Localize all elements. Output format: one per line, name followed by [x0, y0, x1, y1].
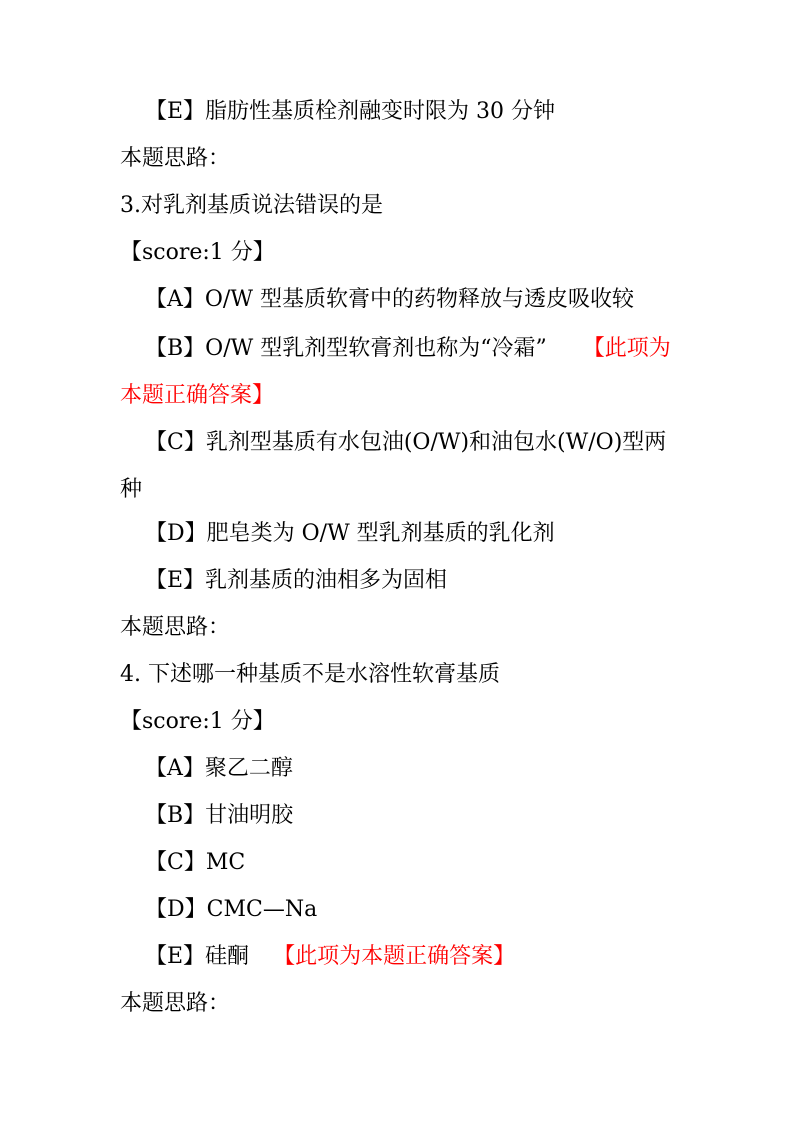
- q4-option-e: 【E】硅酮: [145, 944, 250, 969]
- q2-option-e: 【E】脂肪性基质栓剂融变时限为 30 分钟: [145, 99, 556, 124]
- q3-correct-answer-mark: 【此项为本题正确答案】: [120, 336, 671, 408]
- q3-option-c: 【C】乳剂型基质有水包油(O/W)和油包水(W/O)型两种: [120, 430, 667, 502]
- q4-option-d: 【D】CMC—Na: [145, 897, 318, 922]
- q3-thinking-label: 本题思路：: [120, 615, 231, 640]
- q4-option-e-row: [145, 942, 705, 972]
- q3-option-a: 【A】O/W 型基质软膏中的药物释放与透皮吸收较: [145, 287, 634, 312]
- q3-option-b-block: [120, 325, 680, 419]
- q4-option-b: 【B】甘油明胶: [145, 803, 294, 828]
- q4-correct-answer-mark: 【此项为本题正确答案】: [273, 944, 516, 969]
- q4-thinking-label: 本题思路：: [120, 991, 231, 1016]
- q4-option-a: 【A】聚乙二醇: [145, 756, 293, 781]
- q3-score: 【score:1 分】: [120, 240, 275, 265]
- q4-title: 4. 下述哪一种基质不是水溶性软膏基质: [120, 662, 500, 687]
- q3-option-e: 【E】乳剂基质的油相多为固相: [145, 568, 448, 593]
- q4-option-c: 【C】MC: [145, 850, 246, 875]
- q3-title: 3.对乳剂基质说法错误的是: [120, 193, 383, 218]
- q3-option-b: 【B】O/W 型乳剂型软膏剂也称为“冷霜”: [145, 336, 547, 361]
- q3-option-d: 【D】肥皂类为 O/W 型乳剂基质的乳化剂: [145, 521, 555, 546]
- q2-thinking-label: 本题思路：: [120, 146, 231, 171]
- q4-score: 【score:1 分】: [120, 709, 275, 734]
